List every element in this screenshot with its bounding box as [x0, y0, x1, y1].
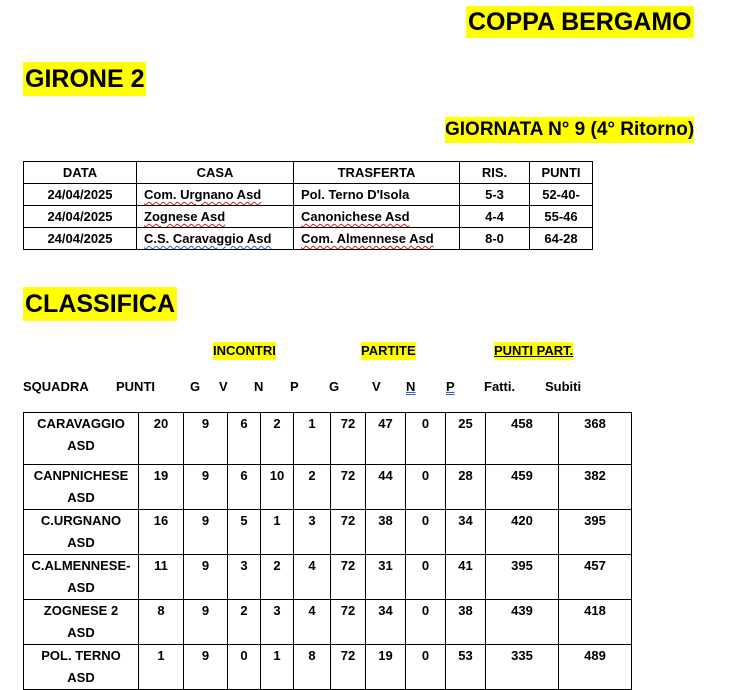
col-header-partite-n-wrap — [406, 378, 446, 396]
match-away-text: Com. Almennese Asd — [301, 231, 434, 246]
standings-row — [24, 645, 632, 690]
cell-partite-g: 72 — [331, 600, 366, 645]
team-name-line2: ASD — [67, 535, 95, 550]
cell-partite-g: 72 — [331, 555, 366, 600]
cell-partite-n: 0 — [406, 645, 446, 690]
team-name-line1: C.ALMENNESE- — [31, 558, 131, 573]
col-header-incontri-v: V — [219, 379, 228, 394]
cell-incontri-n: 2 — [261, 555, 294, 600]
group-label-punti-part: PUNTI PART. — [494, 343, 574, 358]
cell-partite-p: 53 — [446, 645, 486, 690]
cell-partite-p: 28 — [446, 465, 486, 510]
group-label-incontri: INCONTRI — [213, 343, 276, 358]
standings-row — [24, 600, 632, 645]
cell-incontri-p: 3 — [294, 510, 331, 555]
match-result: 8-0 — [460, 228, 530, 250]
standings-row — [24, 413, 632, 465]
team-name-line1: C.URGNANO — [40, 513, 122, 528]
cell-partite-v: 47 — [366, 413, 406, 465]
col-header-incontri-n: N — [254, 379, 264, 394]
group-heading: GIRONE 2 — [23, 62, 146, 96]
cell-fatti: 420 — [486, 510, 559, 555]
col-header-subiti: Subiti — [545, 379, 582, 394]
cell-fatti: 439 — [486, 600, 559, 645]
cell-subiti: 489 — [559, 645, 632, 690]
cell-incontri-n: 3 — [261, 600, 294, 645]
match-home — [137, 184, 294, 206]
match-row — [24, 184, 593, 206]
cell-punti: 19 — [139, 465, 184, 510]
cell-partite-g: 72 — [331, 510, 366, 555]
match-row — [24, 228, 593, 250]
matchday-heading: GIORNATA N° 9 (4° Ritorno) — [445, 117, 694, 143]
col-header-incontri-p: P — [290, 379, 299, 394]
match-away — [294, 228, 460, 250]
match-date: 24/04/2025 — [24, 206, 137, 228]
header-home: CASA — [137, 162, 294, 184]
cell-fatti: 395 — [486, 555, 559, 600]
cell-partite-g: 72 — [331, 413, 366, 465]
cell-incontri-p: 4 — [294, 600, 331, 645]
cell-punti: 11 — [139, 555, 184, 600]
match-result: 5-3 — [460, 184, 530, 206]
match-away: Pol. Terno D'Isola — [294, 184, 460, 206]
cell-incontri-n: 2 — [261, 413, 294, 465]
cell-incontri-v: 3 — [228, 555, 261, 600]
cell-incontri-g: 9 — [184, 645, 228, 690]
col-header-fatti: Fatti. — [484, 379, 516, 394]
cell-fatti: 459 — [486, 465, 559, 510]
cell-incontri-g: 9 — [184, 413, 228, 465]
team-name-line2: ASD — [67, 438, 95, 453]
cell-incontri-p: 2 — [294, 465, 331, 510]
match-away-text: Canonichese Asd — [301, 209, 410, 224]
cell-punti: 16 — [139, 510, 184, 555]
match-row — [24, 206, 593, 228]
cell-subiti: 395 — [559, 510, 632, 555]
col-header-squadra: SQUADRA — [23, 379, 89, 394]
cell-incontri-g: 9 — [184, 465, 228, 510]
col-header-partite-g: G — [329, 379, 340, 394]
cell-incontri-p: 1 — [294, 413, 331, 465]
cell-punti: 8 — [139, 600, 184, 645]
document-title: COPPA BERGAMO — [468, 8, 692, 36]
standings-row — [24, 465, 632, 510]
standings-table — [23, 412, 632, 690]
standings-row — [24, 510, 632, 555]
header-points: PUNTI — [530, 162, 593, 184]
team-name-line2: ASD — [67, 490, 95, 505]
cell-incontri-v: 5 — [228, 510, 261, 555]
cell-incontri-n: 10 — [261, 465, 294, 510]
match-home-text: Com. Urgnano Asd — [144, 187, 262, 202]
team-name-line2: ASD — [67, 625, 95, 640]
cell-incontri-p: 8 — [294, 645, 331, 690]
cell-fatti: 335 — [486, 645, 559, 690]
cell-incontri-n: 1 — [261, 510, 294, 555]
cell-partite-n: 0 — [406, 510, 446, 555]
cell-partite-v: 38 — [366, 510, 406, 555]
header-result: RIS. — [460, 162, 530, 184]
match-result: 4-4 — [460, 206, 530, 228]
cell-partite-v: 31 — [366, 555, 406, 600]
header-away: TRASFERTA — [294, 162, 460, 184]
cell-partite-p: 41 — [446, 555, 486, 600]
cell-partite-v: 34 — [366, 600, 406, 645]
team-name-line2: ASD — [67, 670, 95, 685]
match-points: 64-28 — [530, 228, 593, 250]
cell-partite-p: 34 — [446, 510, 486, 555]
col-header-partite-p: P — [446, 379, 455, 394]
team-name — [24, 413, 139, 465]
cell-punti: 20 — [139, 413, 184, 465]
team-name — [24, 510, 139, 555]
cell-partite-g: 72 — [331, 465, 366, 510]
cell-incontri-v: 2 — [228, 600, 261, 645]
cell-incontri-v: 0 — [228, 645, 261, 690]
cell-incontri-v: 6 — [228, 465, 261, 510]
match-results-table — [23, 161, 593, 250]
cell-partite-n: 0 — [406, 465, 446, 510]
cell-partite-v: 44 — [366, 465, 406, 510]
match-home-text: Zognese Asd — [144, 209, 226, 224]
match-home-text: C.S. Caravaggio Asd — [144, 231, 272, 246]
cell-fatti: 458 — [486, 413, 559, 465]
team-name-line2: ASD — [67, 580, 95, 595]
col-header-partite-p-wrap — [446, 378, 455, 396]
cell-subiti: 382 — [559, 465, 632, 510]
col-header-incontri-g: G — [190, 379, 201, 394]
cell-subiti: 457 — [559, 555, 632, 600]
match-away — [294, 206, 460, 228]
standings-row — [24, 555, 632, 600]
cell-subiti: 368 — [559, 413, 632, 465]
match-points: 52-40- — [530, 184, 593, 206]
standings-heading: CLASSIFICA — [23, 287, 177, 321]
cell-incontri-g: 9 — [184, 600, 228, 645]
team-name — [24, 645, 139, 690]
match-home — [137, 228, 294, 250]
cell-partite-n: 0 — [406, 413, 446, 465]
team-name — [24, 555, 139, 600]
team-name — [24, 465, 139, 510]
cell-incontri-g: 9 — [184, 510, 228, 555]
team-name-line1: CANPNICHESE — [33, 468, 129, 483]
group-label-partite: PARTITE — [361, 343, 416, 358]
cell-subiti: 418 — [559, 600, 632, 645]
match-home — [137, 206, 294, 228]
team-name-line1: POL. TERNO — [41, 648, 121, 663]
cell-partite-g: 72 — [331, 645, 366, 690]
team-name — [24, 600, 139, 645]
cell-partite-n: 0 — [406, 555, 446, 600]
header-date: DATA — [24, 162, 137, 184]
team-name-line1: CARAVAGGIO — [37, 416, 125, 431]
cell-punti: 1 — [139, 645, 184, 690]
col-header-partite-v: V — [372, 379, 381, 394]
cell-partite-n: 0 — [406, 600, 446, 645]
col-header-partite-n: N — [406, 379, 416, 394]
team-name-line1: ZOGNESE 2 — [43, 603, 119, 618]
cell-incontri-n: 1 — [261, 645, 294, 690]
cell-incontri-p: 4 — [294, 555, 331, 600]
cell-partite-v: 19 — [366, 645, 406, 690]
match-header-row — [24, 162, 593, 184]
col-header-punti: PUNTI — [116, 379, 155, 394]
match-date: 24/04/2025 — [24, 184, 137, 206]
cell-incontri-v: 6 — [228, 413, 261, 465]
cell-incontri-g: 9 — [184, 555, 228, 600]
match-points: 55-46 — [530, 206, 593, 228]
cell-partite-p: 25 — [446, 413, 486, 465]
cell-partite-p: 38 — [446, 600, 486, 645]
match-date: 24/04/2025 — [24, 228, 137, 250]
